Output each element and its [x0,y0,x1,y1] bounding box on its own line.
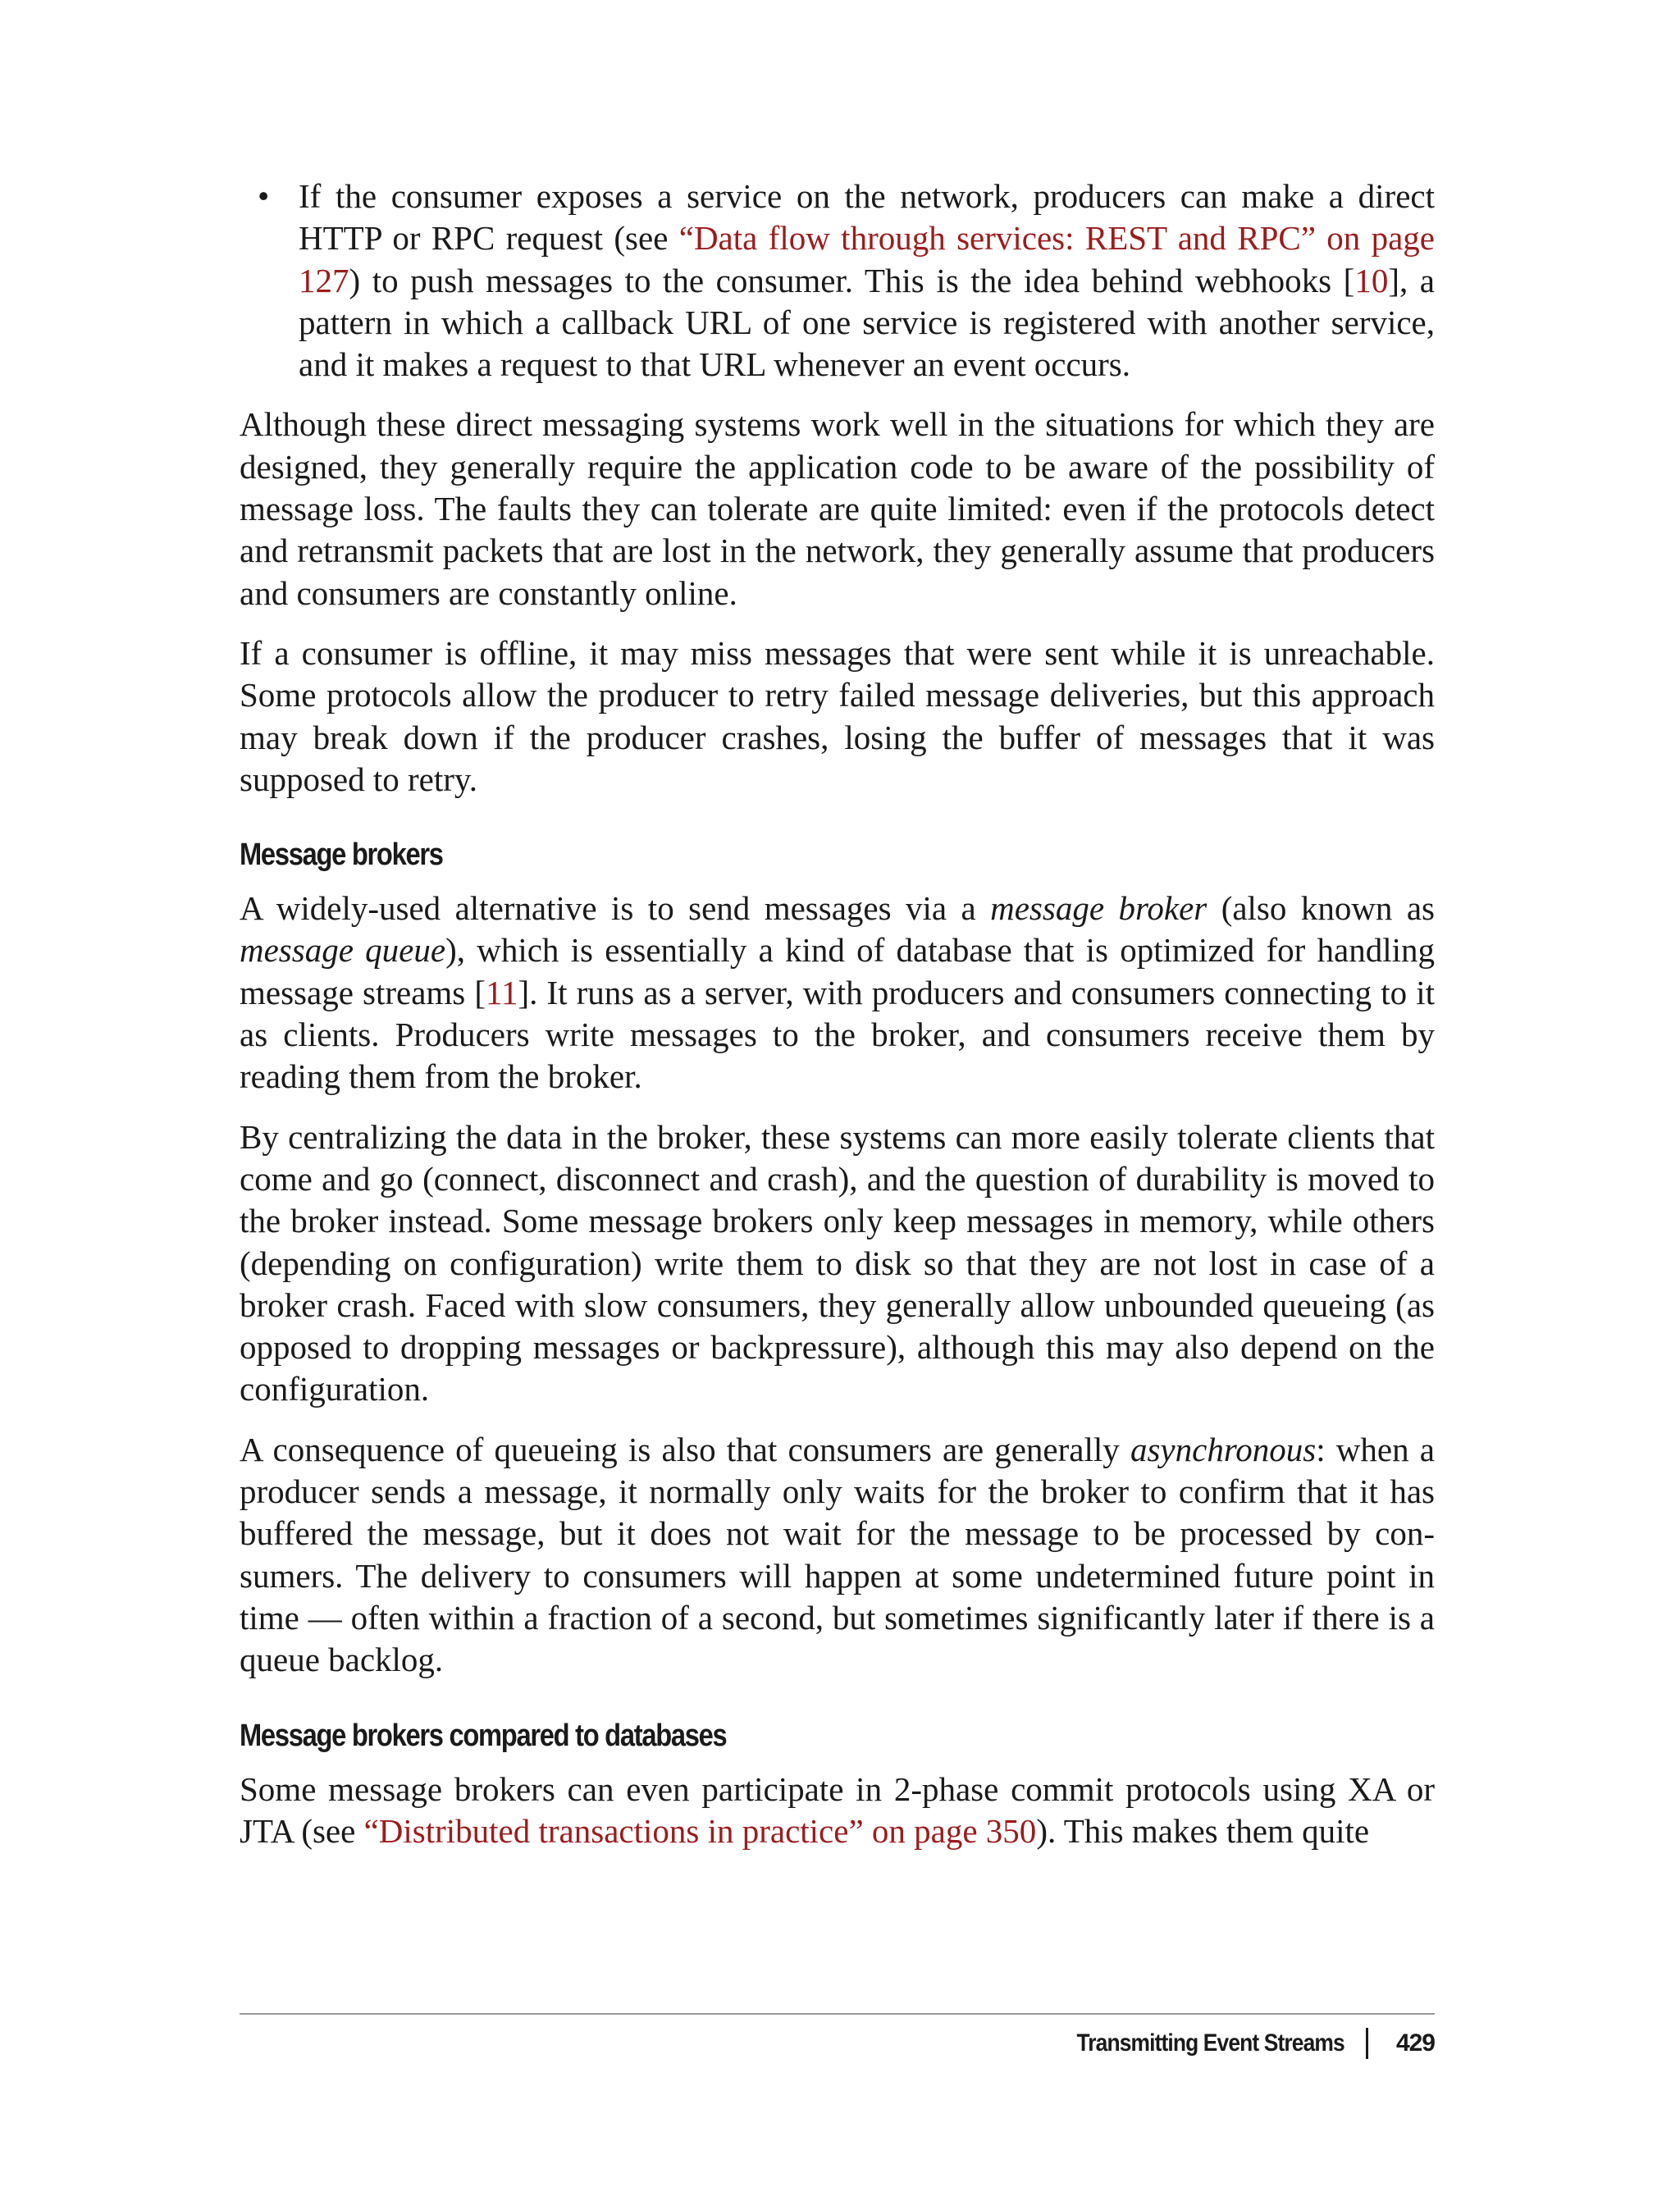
term-message-broker: message broker [990,889,1208,928]
paragraph-asynchronous-consumers [240,1429,1435,1682]
footer-page-number: 429 [1395,2029,1435,2057]
para5-text-2: : when a producer sends a message, it normally only waits for the broker to confirm that it has buffered the message, but it does not wait for the message to be processed by consumers. The delivery to consumers will happen at some undetermined future point in time — often within a fraction of a second, but sometimes significantly later if there is a queue backlog. [240,1430,1435,1679]
para3-text-2: (also known as [1207,889,1436,928]
citation-11[interactable]: 11 [486,973,518,1011]
para6-text-2: ). This makes them quite [1036,1811,1370,1850]
paragraph-centralizing-data: By centralizing the data in the broker, these systems can more easily tolerate clients that come and go (connect, disconnect and crash), and the question of durability is moved to the broker instead. Some message brokers only keep messages in memory, while others (depending on configuration) write them to disk so that they are not lost in case of a broker crash. Faced with slow consumers, they generally allow unbounded queueing (as opposed to dropping messages or backpressure), although this may also depend on the configuration. [240,1117,1435,1408]
footer-section-title: Transmitting Event Streams [1076,2029,1344,2057]
heading-message-brokers: Message brokers [240,838,443,873]
heading-brokers-vs-databases: Message brokers compared to databases [240,1718,727,1753]
page-footer [1040,2023,1435,2064]
bullet-list [240,176,1435,386]
paragraph-offline-consumer: If a consumer is offline, it may miss messages that were sent while it is unreachable. Some protocols allow the producer to retry failed message deliveries, but this approach may break down if the producer crashes, losing the buffer of messages that it was supposed to retry. [240,633,1435,798]
para3-text-4: ]. It runs as a server, with producers and consumers connecting to it as clients. Producers write messages to the broker, and consumers receive them by reading them from the broker. [240,973,1435,1096]
bullet-item-webhooks [258,176,1436,386]
citation-10[interactable]: 10 [1354,261,1389,299]
paragraph-message-broker-intro [240,888,1435,1098]
bullet-dot-icon: • [258,177,270,215]
footer-divider [240,2013,1435,2015]
footer-separator [1366,2028,1368,2059]
bullet-text-1: If the consumer exposes a service on the network, producers can make a direct HTTP or RPC request (see [299,177,1435,258]
page-content [240,176,1435,1870]
link-distributed-transactions[interactable]: “Distributed transactions in practice” on page 350 [363,1811,1037,1850]
para6-text-1: Some message brokers can even participate in 2-phase commit protocols using XA or JTA (see [240,1769,1435,1850]
para3-text-3: ), which is essentially a kind of database that is optimized for handling message streams [ [240,931,1435,1011]
term-message-queue: message queue [240,931,446,970]
paragraph-two-phase-commit [240,1769,1435,1853]
link-data-flow-through-services[interactable]: “Data flow through services: REST and RPC” on page 127 [299,219,1436,299]
bullet-text-3: ], a pattern in which a callback URL of one service is registered with another service, and it makes a request to that URL whenever an event occurs. [299,261,1436,384]
paragraph-direct-messaging: Although these direct messaging systems work well in the situations for which they are designed, they generally require the application code to be aware of the possibility of message loss. The faults they can tolerate are quite limited: even if the protocols detect and retransmit packets that are lost in the network, they generally assume that producers and consumers are constantly online. [240,405,1435,612]
para3-text-1: A widely-used alternative is to send messages via a [240,889,991,928]
bullet-text-2: ) to push messages to the consumer. This is the idea behind webhooks [ [349,261,1355,299]
para5-text-1: A consequence of queueing is also that consumers are generally [240,1430,1130,1468]
term-asynchronous: asynchronous [1130,1430,1317,1468]
